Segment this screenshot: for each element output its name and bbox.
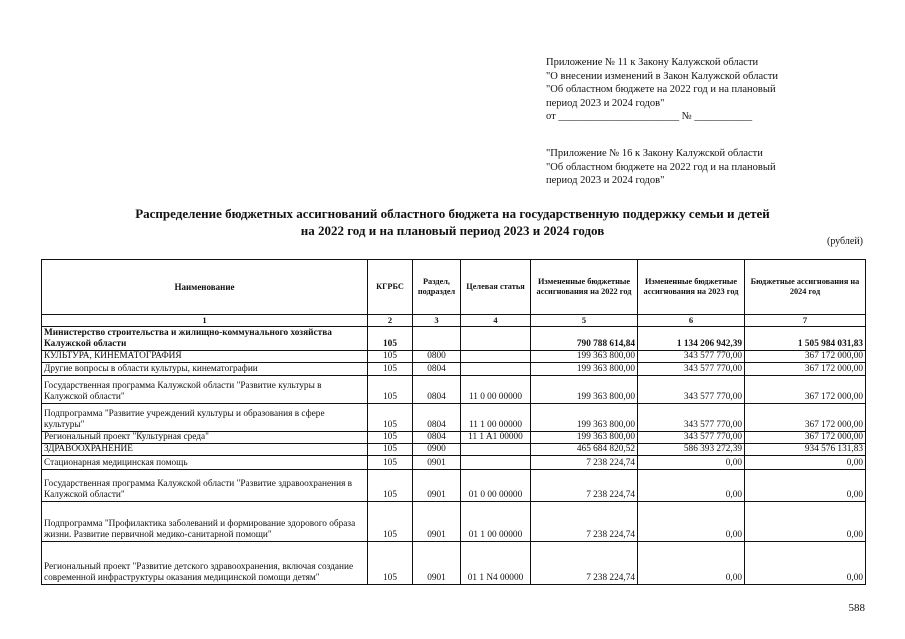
row-name: Региональный проект "Культурная среда"	[42, 431, 368, 443]
row-target: 11 1 A1 00000	[461, 431, 531, 443]
column-number: 1	[42, 315, 368, 327]
row-target: 01 1 00 00000	[461, 501, 531, 541]
appendix-line: Приложение № 11 к Закону Калужской области	[546, 57, 759, 68]
table-row	[42, 443, 866, 455]
row-2023: 343 577 770,00	[638, 431, 745, 443]
row-2022: 7 238 224,74	[531, 455, 638, 469]
row-2024: 367 172 000,00	[745, 403, 866, 431]
table-row	[42, 375, 866, 403]
header-section: Раздел, подраздел	[413, 260, 461, 315]
row-name: Государственная программа Калужской области "Развитие культуры в Калужской области"	[42, 375, 368, 403]
row-section: 0901	[413, 455, 461, 469]
row-target	[461, 362, 531, 375]
column-number: 4	[461, 315, 531, 327]
row-2024: 367 172 000,00	[745, 431, 866, 443]
row-kgrbs: 105	[368, 350, 413, 362]
document-title	[0, 205, 905, 239]
row-target	[461, 443, 531, 455]
row-target	[461, 326, 531, 350]
header-2023: Измененные бюджетные ассигнования на 2023 год	[638, 260, 745, 315]
row-target: 01 1 N4 00000	[461, 541, 531, 584]
table-row	[42, 541, 866, 584]
header-name: Наименование	[42, 260, 368, 315]
appendix-header-current	[546, 56, 778, 124]
row-2023: 0,00	[638, 501, 745, 541]
row-target: 11 1 00 00000	[461, 403, 531, 431]
row-kgrbs: 105	[368, 326, 413, 350]
table-header-row	[42, 260, 866, 315]
row-2022: 199 363 800,00	[531, 403, 638, 431]
row-name: Подпрограмма "Профилактика заболеваний и формирование здорового образа жизни. Развитие первичной медико-санитарной помощи"	[42, 501, 368, 541]
row-2023: 343 577 770,00	[638, 375, 745, 403]
row-section: 0900	[413, 443, 461, 455]
column-number: 7	[745, 315, 866, 327]
header-target: Целевая статья	[461, 260, 531, 315]
column-number: 5	[531, 315, 638, 327]
row-2022: 199 363 800,00	[531, 362, 638, 375]
header-2024: Бюджетные ассигнования на 2024 год	[745, 260, 866, 315]
row-2023: 0,00	[638, 541, 745, 584]
header-kgrbs: КГРБС	[368, 260, 413, 315]
row-name: Министерство строительства и жилищно-коммунального хозяйства Калужской области	[42, 326, 368, 350]
row-kgrbs: 105	[368, 455, 413, 469]
row-kgrbs: 105	[368, 362, 413, 375]
table-row	[42, 326, 866, 350]
row-kgrbs: 105	[368, 541, 413, 584]
row-name: Подпрограмма "Развитие учреждений культуры и образования в сфере культуры"	[42, 403, 368, 431]
row-2022: 465 684 820,52	[531, 443, 638, 455]
row-2024: 0,00	[745, 501, 866, 541]
row-target	[461, 350, 531, 362]
row-2023: 343 577 770,00	[638, 362, 745, 375]
row-2024: 0,00	[745, 541, 866, 584]
column-number: 6	[638, 315, 745, 327]
row-2024: 0,00	[745, 469, 866, 501]
row-kgrbs: 105	[368, 431, 413, 443]
units-label: (рублей)	[826, 236, 863, 247]
appendix-line: "Об областном бюджете на 2022 год и на плановый	[546, 84, 776, 96]
appendix-line: период 2023 и 2024 годов"	[546, 97, 665, 109]
row-kgrbs: 105	[368, 403, 413, 431]
column-number: 3	[413, 315, 461, 327]
row-section: 0901	[413, 501, 461, 541]
row-name: КУЛЬТУРА, КИНЕМАТОГРАФИЯ	[42, 350, 368, 362]
appendix-line: период 2023 и 2024 годов"	[546, 175, 665, 187]
row-2022: 199 363 800,00	[531, 350, 638, 362]
row-2023: 0,00	[638, 455, 745, 469]
table-row	[42, 350, 866, 362]
row-2022: 199 363 800,00	[531, 375, 638, 403]
appendix-line: "О внесении изменений в Закон Калужской области	[546, 70, 779, 82]
row-2024: 934 576 131,83	[745, 443, 866, 455]
row-name: Другие вопросы в области культуры, кинематографии	[42, 362, 368, 375]
appendix-line: "Приложение № 16 к Закону Калужской области	[546, 148, 763, 159]
row-2023: 343 577 770,00	[638, 350, 745, 362]
appendix-line: "Об областном бюджете на 2022 год и на плановый	[546, 161, 776, 173]
title-line-1: Распределение бюджетных ассигнований областного бюджета на государственную поддержку семьи и детей	[135, 206, 770, 221]
row-2022: 7 238 224,74	[531, 469, 638, 501]
budget-table	[41, 259, 866, 585]
row-2024: 0,00	[745, 455, 866, 469]
row-kgrbs: 105	[368, 501, 413, 541]
row-2022: 7 238 224,74	[531, 501, 638, 541]
header-2022: Измененные бюджетные ассигнования на 2022 год	[531, 260, 638, 315]
table-row	[42, 403, 866, 431]
row-section: 0804	[413, 431, 461, 443]
row-name: Стационарная медицинская помощь	[42, 455, 368, 469]
row-name: Государственная программа Калужской области "Развитие здравоохранения в Калужской области"	[42, 469, 368, 501]
table-row	[42, 469, 866, 501]
row-2022: 199 363 800,00	[531, 431, 638, 443]
column-number: 2	[368, 315, 413, 327]
title-line-2: на 2022 год и на плановый период 2023 и 2024 годов	[300, 223, 605, 238]
row-target: 01 0 00 00000	[461, 469, 531, 501]
row-2023: 1 134 206 942,39	[638, 326, 745, 350]
row-2024: 367 172 000,00	[745, 375, 866, 403]
row-section: 0901	[413, 541, 461, 584]
row-2024: 367 172 000,00	[745, 362, 866, 375]
row-2022: 790 788 614,84	[531, 326, 638, 350]
row-kgrbs: 105	[368, 375, 413, 403]
row-section: 0901	[413, 469, 461, 501]
table-row	[42, 431, 866, 443]
row-2024: 367 172 000,00	[745, 350, 866, 362]
table-row	[42, 362, 866, 375]
row-kgrbs: 105	[368, 443, 413, 455]
row-section: 0800	[413, 350, 461, 362]
row-target	[461, 455, 531, 469]
row-section: 0804	[413, 375, 461, 403]
appendix-header-original	[546, 147, 776, 188]
table-row	[42, 501, 866, 541]
row-2023: 343 577 770,00	[638, 403, 745, 431]
row-section	[413, 326, 461, 350]
row-target: 11 0 00 00000	[461, 375, 531, 403]
row-2023: 586 393 272,39	[638, 443, 745, 455]
column-number-row	[42, 315, 866, 327]
table-row	[42, 455, 866, 469]
row-2024: 1 505 984 031,83	[745, 326, 866, 350]
row-2023: 0,00	[638, 469, 745, 501]
row-section: 0804	[413, 362, 461, 375]
appendix-date-number-line: от _______________________ № ___________	[546, 111, 753, 123]
row-name: Региональный проект "Развитие детского здравоохранения, включая создание современной инфраструктуры оказания медицинской помощи детям"	[42, 541, 368, 584]
row-name: ЗДРАВООХРАНЕНИЕ	[42, 443, 368, 455]
row-section: 0804	[413, 403, 461, 431]
row-2022: 7 238 224,74	[531, 541, 638, 584]
row-kgrbs: 105	[368, 469, 413, 501]
page-number: 588	[848, 602, 865, 614]
